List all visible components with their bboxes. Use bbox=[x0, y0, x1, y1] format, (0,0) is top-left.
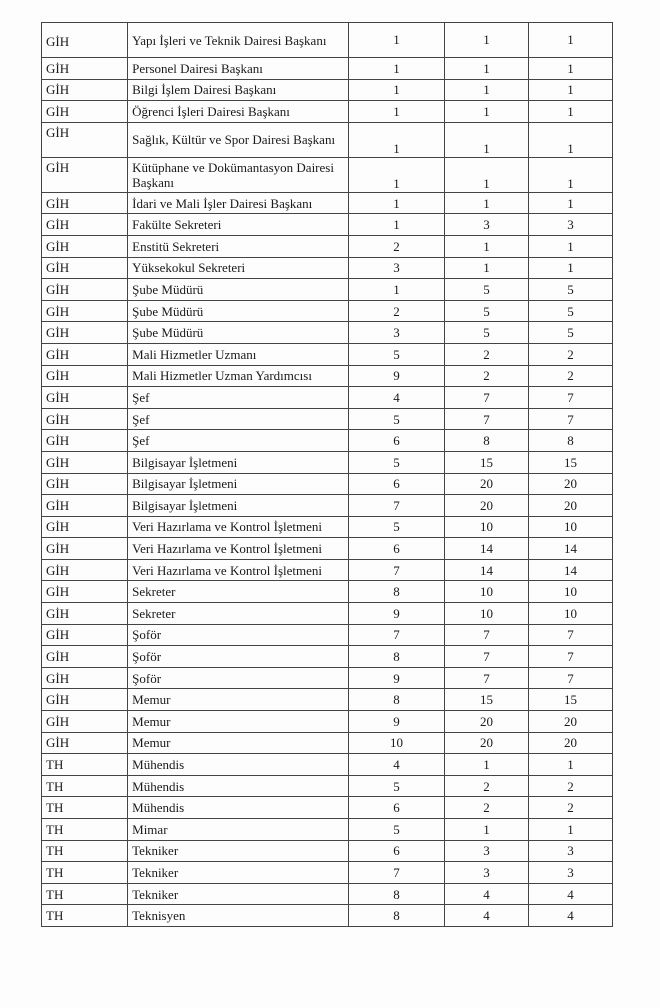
count-cell-2: 10 bbox=[528, 581, 612, 603]
count-cell-2: 7 bbox=[528, 624, 612, 646]
count-cell-1: 7 bbox=[444, 387, 528, 409]
table-row bbox=[42, 257, 613, 279]
degree-cell: 9 bbox=[349, 365, 445, 387]
count-cell-1: 20 bbox=[444, 732, 528, 754]
title-cell: Bilgisayar İşletmeni bbox=[128, 473, 349, 495]
class-cell: GİH bbox=[42, 300, 128, 322]
class-cell: GİH bbox=[42, 343, 128, 365]
table-row bbox=[42, 624, 613, 646]
degree-cell: 5 bbox=[349, 775, 445, 797]
class-cell: TH bbox=[42, 754, 128, 776]
title-cell: Yapı İşleri ve Teknik Dairesi Başkanı bbox=[128, 23, 349, 58]
count-cell-1: 14 bbox=[444, 538, 528, 560]
count-cell-2: 1 bbox=[528, 23, 612, 58]
title-cell: Mühendis bbox=[128, 797, 349, 819]
table-row bbox=[42, 214, 613, 236]
class-cell: GİH bbox=[42, 23, 128, 58]
count-cell-2: 20 bbox=[528, 732, 612, 754]
degree-cell: 1 bbox=[349, 58, 445, 80]
table-row bbox=[42, 192, 613, 214]
count-cell-1: 14 bbox=[444, 559, 528, 581]
count-cell-1: 20 bbox=[444, 495, 528, 517]
table-row bbox=[42, 122, 613, 157]
count-cell-1: 7 bbox=[444, 624, 528, 646]
count-cell-2: 5 bbox=[528, 300, 612, 322]
degree-cell: 6 bbox=[349, 797, 445, 819]
count-cell-1: 7 bbox=[444, 667, 528, 689]
class-cell: GİH bbox=[42, 122, 128, 157]
count-cell-1: 3 bbox=[444, 840, 528, 862]
degree-cell: 6 bbox=[349, 473, 445, 495]
table-row bbox=[42, 711, 613, 733]
class-cell: GİH bbox=[42, 495, 128, 517]
count-cell-2: 15 bbox=[528, 689, 612, 711]
table-row bbox=[42, 559, 613, 581]
title-cell: Veri Hazırlama ve Kontrol İşletmeni bbox=[128, 516, 349, 538]
count-cell-2: 2 bbox=[528, 365, 612, 387]
title-cell: Bilgisayar İşletmeni bbox=[128, 451, 349, 473]
count-cell-1: 15 bbox=[444, 451, 528, 473]
title-cell: Şube Müdürü bbox=[128, 300, 349, 322]
count-cell-2: 3 bbox=[528, 214, 612, 236]
count-cell-1: 7 bbox=[444, 408, 528, 430]
staff-positions-table bbox=[41, 22, 613, 927]
class-cell: GİH bbox=[42, 157, 128, 192]
table-row bbox=[42, 300, 613, 322]
count-cell-1: 8 bbox=[444, 430, 528, 452]
count-cell-1: 5 bbox=[444, 279, 528, 301]
degree-cell: 8 bbox=[349, 883, 445, 905]
title-cell: Memur bbox=[128, 732, 349, 754]
degree-cell: 6 bbox=[349, 840, 445, 862]
degree-cell: 6 bbox=[349, 538, 445, 560]
degree-cell: 1 bbox=[349, 122, 445, 157]
count-cell-2: 14 bbox=[528, 538, 612, 560]
table-row bbox=[42, 883, 613, 905]
degree-cell: 1 bbox=[349, 279, 445, 301]
count-cell-2: 3 bbox=[528, 840, 612, 862]
table-row bbox=[42, 157, 613, 192]
title-cell: Şube Müdürü bbox=[128, 322, 349, 344]
table-row bbox=[42, 23, 613, 58]
count-cell-2: 2 bbox=[528, 343, 612, 365]
count-cell-2: 1 bbox=[528, 79, 612, 101]
class-cell: GİH bbox=[42, 624, 128, 646]
degree-cell: 5 bbox=[349, 343, 445, 365]
count-cell-1: 1 bbox=[444, 819, 528, 841]
count-cell-1: 1 bbox=[444, 157, 528, 192]
title-cell: Şef bbox=[128, 408, 349, 430]
count-cell-1: 4 bbox=[444, 883, 528, 905]
count-cell-1: 5 bbox=[444, 322, 528, 344]
degree-cell: 5 bbox=[349, 451, 445, 473]
degree-cell: 3 bbox=[349, 257, 445, 279]
table-row bbox=[42, 430, 613, 452]
table-row bbox=[42, 667, 613, 689]
class-cell: GİH bbox=[42, 192, 128, 214]
count-cell-1: 3 bbox=[444, 214, 528, 236]
count-cell-2: 7 bbox=[528, 646, 612, 668]
count-cell-2: 2 bbox=[528, 775, 612, 797]
count-cell-2: 3 bbox=[528, 862, 612, 884]
count-cell-1: 1 bbox=[444, 101, 528, 123]
degree-cell: 7 bbox=[349, 862, 445, 884]
degree-cell: 6 bbox=[349, 430, 445, 452]
degree-cell: 3 bbox=[349, 322, 445, 344]
class-cell: GİH bbox=[42, 430, 128, 452]
title-cell: Mühendis bbox=[128, 775, 349, 797]
class-cell: GİH bbox=[42, 689, 128, 711]
table-row bbox=[42, 79, 613, 101]
table-row bbox=[42, 322, 613, 344]
degree-cell: 7 bbox=[349, 624, 445, 646]
count-cell-1: 1 bbox=[444, 23, 528, 58]
degree-cell: 4 bbox=[349, 387, 445, 409]
class-cell: GİH bbox=[42, 473, 128, 495]
count-cell-2: 1 bbox=[528, 101, 612, 123]
title-cell: Yüksekokul Sekreteri bbox=[128, 257, 349, 279]
table-row bbox=[42, 235, 613, 257]
title-cell: Enstitü Sekreteri bbox=[128, 235, 349, 257]
title-cell: Memur bbox=[128, 689, 349, 711]
table-row bbox=[42, 775, 613, 797]
count-cell-1: 1 bbox=[444, 192, 528, 214]
degree-cell: 5 bbox=[349, 819, 445, 841]
title-cell: Tekniker bbox=[128, 883, 349, 905]
count-cell-2: 1 bbox=[528, 122, 612, 157]
degree-cell: 5 bbox=[349, 408, 445, 430]
count-cell-1: 1 bbox=[444, 58, 528, 80]
title-cell: Mühendis bbox=[128, 754, 349, 776]
table-row bbox=[42, 754, 613, 776]
table-row bbox=[42, 473, 613, 495]
title-cell: Memur bbox=[128, 711, 349, 733]
table-row bbox=[42, 646, 613, 668]
class-cell: TH bbox=[42, 819, 128, 841]
count-cell-1: 10 bbox=[444, 516, 528, 538]
table-row bbox=[42, 101, 613, 123]
degree-cell: 8 bbox=[349, 689, 445, 711]
title-cell: Mali Hizmetler Uzmanı bbox=[128, 343, 349, 365]
count-cell-2: 10 bbox=[528, 603, 612, 625]
count-cell-1: 15 bbox=[444, 689, 528, 711]
degree-cell: 1 bbox=[349, 192, 445, 214]
table-row bbox=[42, 797, 613, 819]
degree-cell: 5 bbox=[349, 516, 445, 538]
count-cell-2: 20 bbox=[528, 473, 612, 495]
table-row bbox=[42, 840, 613, 862]
class-cell: TH bbox=[42, 840, 128, 862]
count-cell-1: 1 bbox=[444, 79, 528, 101]
class-cell: GİH bbox=[42, 79, 128, 101]
degree-cell: 7 bbox=[349, 559, 445, 581]
count-cell-1: 4 bbox=[444, 905, 528, 927]
class-cell: GİH bbox=[42, 322, 128, 344]
table-row bbox=[42, 862, 613, 884]
count-cell-2: 4 bbox=[528, 883, 612, 905]
degree-cell: 9 bbox=[349, 667, 445, 689]
count-cell-2: 20 bbox=[528, 495, 612, 517]
count-cell-2: 1 bbox=[528, 754, 612, 776]
degree-cell: 2 bbox=[349, 235, 445, 257]
degree-cell: 1 bbox=[349, 214, 445, 236]
class-cell: TH bbox=[42, 862, 128, 884]
count-cell-2: 1 bbox=[528, 235, 612, 257]
class-cell: GİH bbox=[42, 408, 128, 430]
degree-cell: 10 bbox=[349, 732, 445, 754]
count-cell-2: 2 bbox=[528, 797, 612, 819]
title-cell: Bilgisayar İşletmeni bbox=[128, 495, 349, 517]
class-cell: TH bbox=[42, 905, 128, 927]
table-row bbox=[42, 365, 613, 387]
degree-cell: 7 bbox=[349, 495, 445, 517]
count-cell-2: 7 bbox=[528, 667, 612, 689]
class-cell: TH bbox=[42, 883, 128, 905]
count-cell-2: 1 bbox=[528, 819, 612, 841]
degree-cell: 8 bbox=[349, 581, 445, 603]
class-cell: GİH bbox=[42, 214, 128, 236]
class-cell: GİH bbox=[42, 235, 128, 257]
title-cell: Sekreter bbox=[128, 581, 349, 603]
count-cell-1: 2 bbox=[444, 775, 528, 797]
class-cell: GİH bbox=[42, 732, 128, 754]
count-cell-2: 1 bbox=[528, 58, 612, 80]
class-cell: GİH bbox=[42, 646, 128, 668]
degree-cell: 8 bbox=[349, 646, 445, 668]
count-cell-2: 1 bbox=[528, 157, 612, 192]
title-cell: Şoför bbox=[128, 667, 349, 689]
table-row bbox=[42, 538, 613, 560]
title-cell: Bilgi İşlem Dairesi Başkanı bbox=[128, 79, 349, 101]
count-cell-1: 1 bbox=[444, 754, 528, 776]
title-cell: Şoför bbox=[128, 646, 349, 668]
table-row bbox=[42, 819, 613, 841]
count-cell-1: 20 bbox=[444, 473, 528, 495]
table-row bbox=[42, 732, 613, 754]
title-cell: Sekreter bbox=[128, 603, 349, 625]
table-row bbox=[42, 279, 613, 301]
count-cell-2: 4 bbox=[528, 905, 612, 927]
count-cell-2: 1 bbox=[528, 192, 612, 214]
table-row bbox=[42, 689, 613, 711]
class-cell: GİH bbox=[42, 516, 128, 538]
class-cell: GİH bbox=[42, 581, 128, 603]
degree-cell: 9 bbox=[349, 711, 445, 733]
degree-cell: 1 bbox=[349, 23, 445, 58]
title-cell: Mali Hizmetler Uzman Yardımcısı bbox=[128, 365, 349, 387]
count-cell-2: 7 bbox=[528, 387, 612, 409]
title-cell: Personel Dairesi Başkanı bbox=[128, 58, 349, 80]
title-cell: Şef bbox=[128, 387, 349, 409]
class-cell: GİH bbox=[42, 451, 128, 473]
count-cell-1: 1 bbox=[444, 257, 528, 279]
title-cell: Şoför bbox=[128, 624, 349, 646]
title-cell: Kütüphane ve Dokümantasyon Dairesi Başkanı bbox=[128, 157, 349, 192]
title-cell: Veri Hazırlama ve Kontrol İşletmeni bbox=[128, 538, 349, 560]
count-cell-1: 2 bbox=[444, 365, 528, 387]
class-cell: GİH bbox=[42, 667, 128, 689]
table-row bbox=[42, 495, 613, 517]
title-cell: Mimar bbox=[128, 819, 349, 841]
degree-cell: 9 bbox=[349, 603, 445, 625]
count-cell-1: 10 bbox=[444, 581, 528, 603]
count-cell-2: 5 bbox=[528, 279, 612, 301]
class-cell: GİH bbox=[42, 538, 128, 560]
title-cell: Teknisyen bbox=[128, 905, 349, 927]
table-body bbox=[42, 23, 613, 927]
class-cell: TH bbox=[42, 797, 128, 819]
title-cell: Şube Müdürü bbox=[128, 279, 349, 301]
degree-cell: 8 bbox=[349, 905, 445, 927]
count-cell-2: 15 bbox=[528, 451, 612, 473]
degree-cell: 2 bbox=[349, 300, 445, 322]
table-row bbox=[42, 603, 613, 625]
count-cell-1: 2 bbox=[444, 797, 528, 819]
title-cell: Tekniker bbox=[128, 862, 349, 884]
count-cell-2: 20 bbox=[528, 711, 612, 733]
table-row bbox=[42, 905, 613, 927]
table-row bbox=[42, 581, 613, 603]
degree-cell: 1 bbox=[349, 157, 445, 192]
class-cell: GİH bbox=[42, 58, 128, 80]
table-row bbox=[42, 516, 613, 538]
class-cell: TH bbox=[42, 775, 128, 797]
count-cell-1: 10 bbox=[444, 603, 528, 625]
title-cell: Sağlık, Kültür ve Spor Dairesi Başkanı bbox=[128, 122, 349, 157]
title-cell: Fakülte Sekreteri bbox=[128, 214, 349, 236]
degree-cell: 1 bbox=[349, 79, 445, 101]
title-cell: Şef bbox=[128, 430, 349, 452]
count-cell-1: 20 bbox=[444, 711, 528, 733]
class-cell: GİH bbox=[42, 711, 128, 733]
table-row bbox=[42, 408, 613, 430]
count-cell-2: 1 bbox=[528, 257, 612, 279]
count-cell-1: 2 bbox=[444, 343, 528, 365]
title-cell: İdari ve Mali İşler Dairesi Başkanı bbox=[128, 192, 349, 214]
degree-cell: 4 bbox=[349, 754, 445, 776]
count-cell-2: 14 bbox=[528, 559, 612, 581]
class-cell: GİH bbox=[42, 365, 128, 387]
count-cell-1: 1 bbox=[444, 122, 528, 157]
count-cell-1: 7 bbox=[444, 646, 528, 668]
table-row bbox=[42, 58, 613, 80]
count-cell-2: 8 bbox=[528, 430, 612, 452]
count-cell-1: 3 bbox=[444, 862, 528, 884]
class-cell: GİH bbox=[42, 603, 128, 625]
class-cell: GİH bbox=[42, 101, 128, 123]
count-cell-2: 5 bbox=[528, 322, 612, 344]
title-cell: Tekniker bbox=[128, 840, 349, 862]
class-cell: GİH bbox=[42, 279, 128, 301]
degree-cell: 1 bbox=[349, 101, 445, 123]
count-cell-1: 1 bbox=[444, 235, 528, 257]
count-cell-2: 7 bbox=[528, 408, 612, 430]
count-cell-1: 5 bbox=[444, 300, 528, 322]
title-cell: Öğrenci İşleri Dairesi Başkanı bbox=[128, 101, 349, 123]
count-cell-2: 10 bbox=[528, 516, 612, 538]
table-row bbox=[42, 387, 613, 409]
class-cell: GİH bbox=[42, 387, 128, 409]
table-row bbox=[42, 451, 613, 473]
class-cell: GİH bbox=[42, 257, 128, 279]
table-row bbox=[42, 343, 613, 365]
title-cell: Veri Hazırlama ve Kontrol İşletmeni bbox=[128, 559, 349, 581]
class-cell: GİH bbox=[42, 559, 128, 581]
